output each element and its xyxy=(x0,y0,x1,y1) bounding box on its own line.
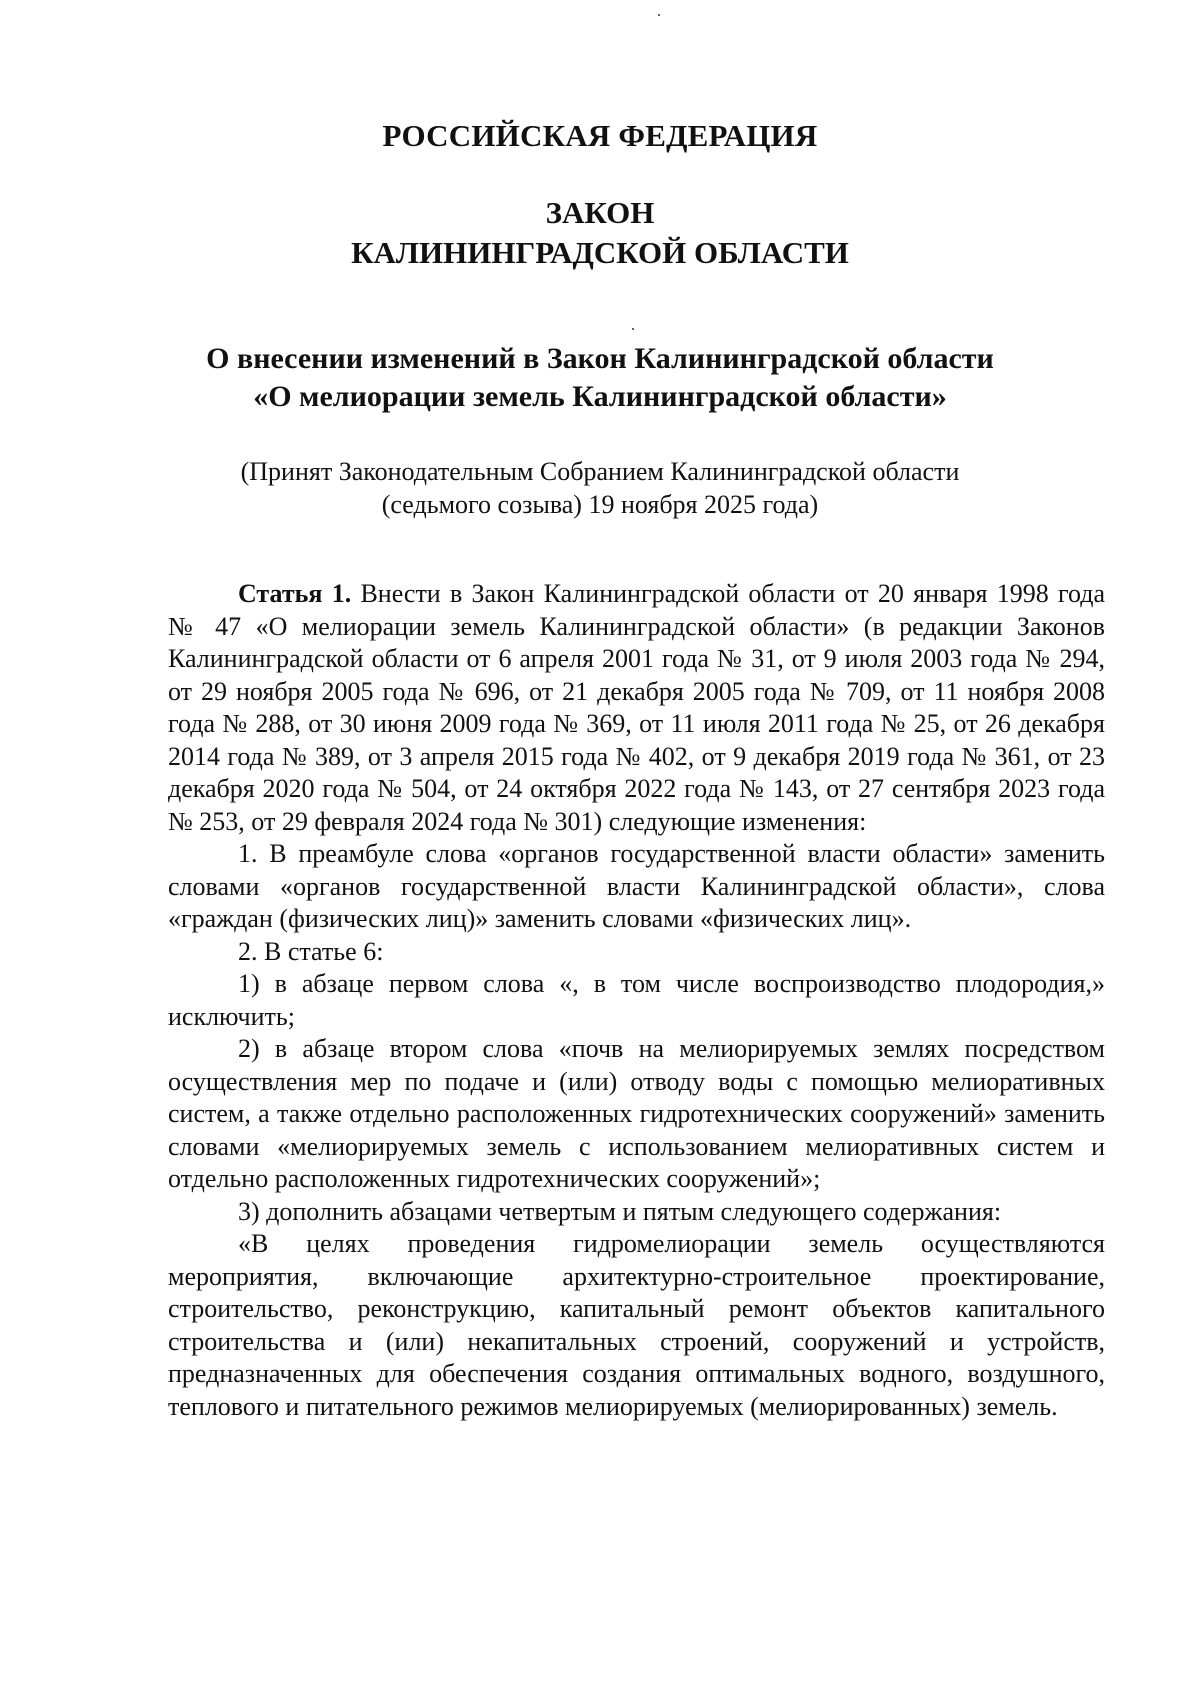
article-1-text: Внести в Закон Калининградской области от 20 января 1998 года № 47 «О мелиорации земель Калининградской области» (в редакции Законов Калининградской области от 6 апреля 2001 года № 31, от 9 июля 2003 года № 294, от 29 ноября 2005 года № 696, от 21 декабря 2005 года № 709, от 11 ноября 2008 года № 288, от 30 июня 2009 года № 369, от 11 июля 2011 года № 25, от 26 декабря 2014 года № 389, от 3 апреля 2015 года № 402, от 9 декабря 2019 года № 361, от 23 декабря 2020 года № 504, от 24 октября 2022 года № 143, от 27 сентября 2023 года № 253, от 29 февраля 2024 года № 301) следующие изменения: xyxy=(168,579,1105,836)
scan-speck xyxy=(658,14,660,16)
law-title xyxy=(0,340,1200,416)
law-heading xyxy=(0,193,1200,273)
law-body xyxy=(168,578,1105,1423)
paragraph-quote: «В целях проведения гидромелиорации земель осуществляются мероприятия, включающие архитектурно-строительное проектирование, строительство, реконструкцию, капитальный ремонт объектов капитального строительства и (или) некапитальных строений, сооружений и устройств, предназначенных для обеспечения создания оптимальных водного, воздушного, теплового и питательного режимов мелиорируемых (мелиорированных) земель. xyxy=(168,1229,1105,1421)
scan-speck xyxy=(632,328,634,330)
law-title-line2: «О мелиорации земель Калининградской области» xyxy=(253,380,947,413)
article-label: Статья 1. xyxy=(238,579,352,608)
paragraph-item-2: 2. В статье 6: xyxy=(238,936,384,966)
adoption-note-line2: (седьмого созыва) 19 ноября 2025 года) xyxy=(381,490,819,519)
article-1-paragraph xyxy=(168,578,1105,838)
adoption-note xyxy=(0,455,1200,521)
paragraph-subitem-1: 1) в абзаце первом слова «, в том числе воспроизводство плодородия,» исключить; xyxy=(168,969,1105,1031)
paragraph-item-1: 1. В преамбуле слова «органов государственной власти области» заменить словами «органов государственной власти Калининградской области», слова «граждан (физических лиц)» заменить словами «физических лиц». xyxy=(168,839,1105,933)
law-title-line1: О внесении изменений в Закон Калининградской области xyxy=(206,342,994,375)
adoption-note-line1: (Принят Законодательным Собранием Калининградской области xyxy=(240,457,960,486)
paragraph-subitem-2: 2) в абзаце втором слова «почв на мелиорируемых землях посредством осуществления мер по подаче и (или) отводу воды с помощью мелиоративных систем, а также отдельно расположенных гидротехнических сооружений» заменить словами «мелиорируемых земель с использованием мелиоративных систем и отдельно расположенных гидротехнических сооружений»; xyxy=(168,1034,1105,1193)
country-heading: РОССИЙСКАЯ ФЕДЕРАЦИЯ xyxy=(382,118,818,153)
paragraph-subitem-3: 3) дополнить абзацами четвертым и пятым следующего содержания: xyxy=(238,1196,1002,1226)
law-heading-line2: КАЛИНИНГРАДСКОЙ ОБЛАСТИ xyxy=(351,235,849,270)
law-heading-line1: ЗАКОН xyxy=(545,195,655,230)
